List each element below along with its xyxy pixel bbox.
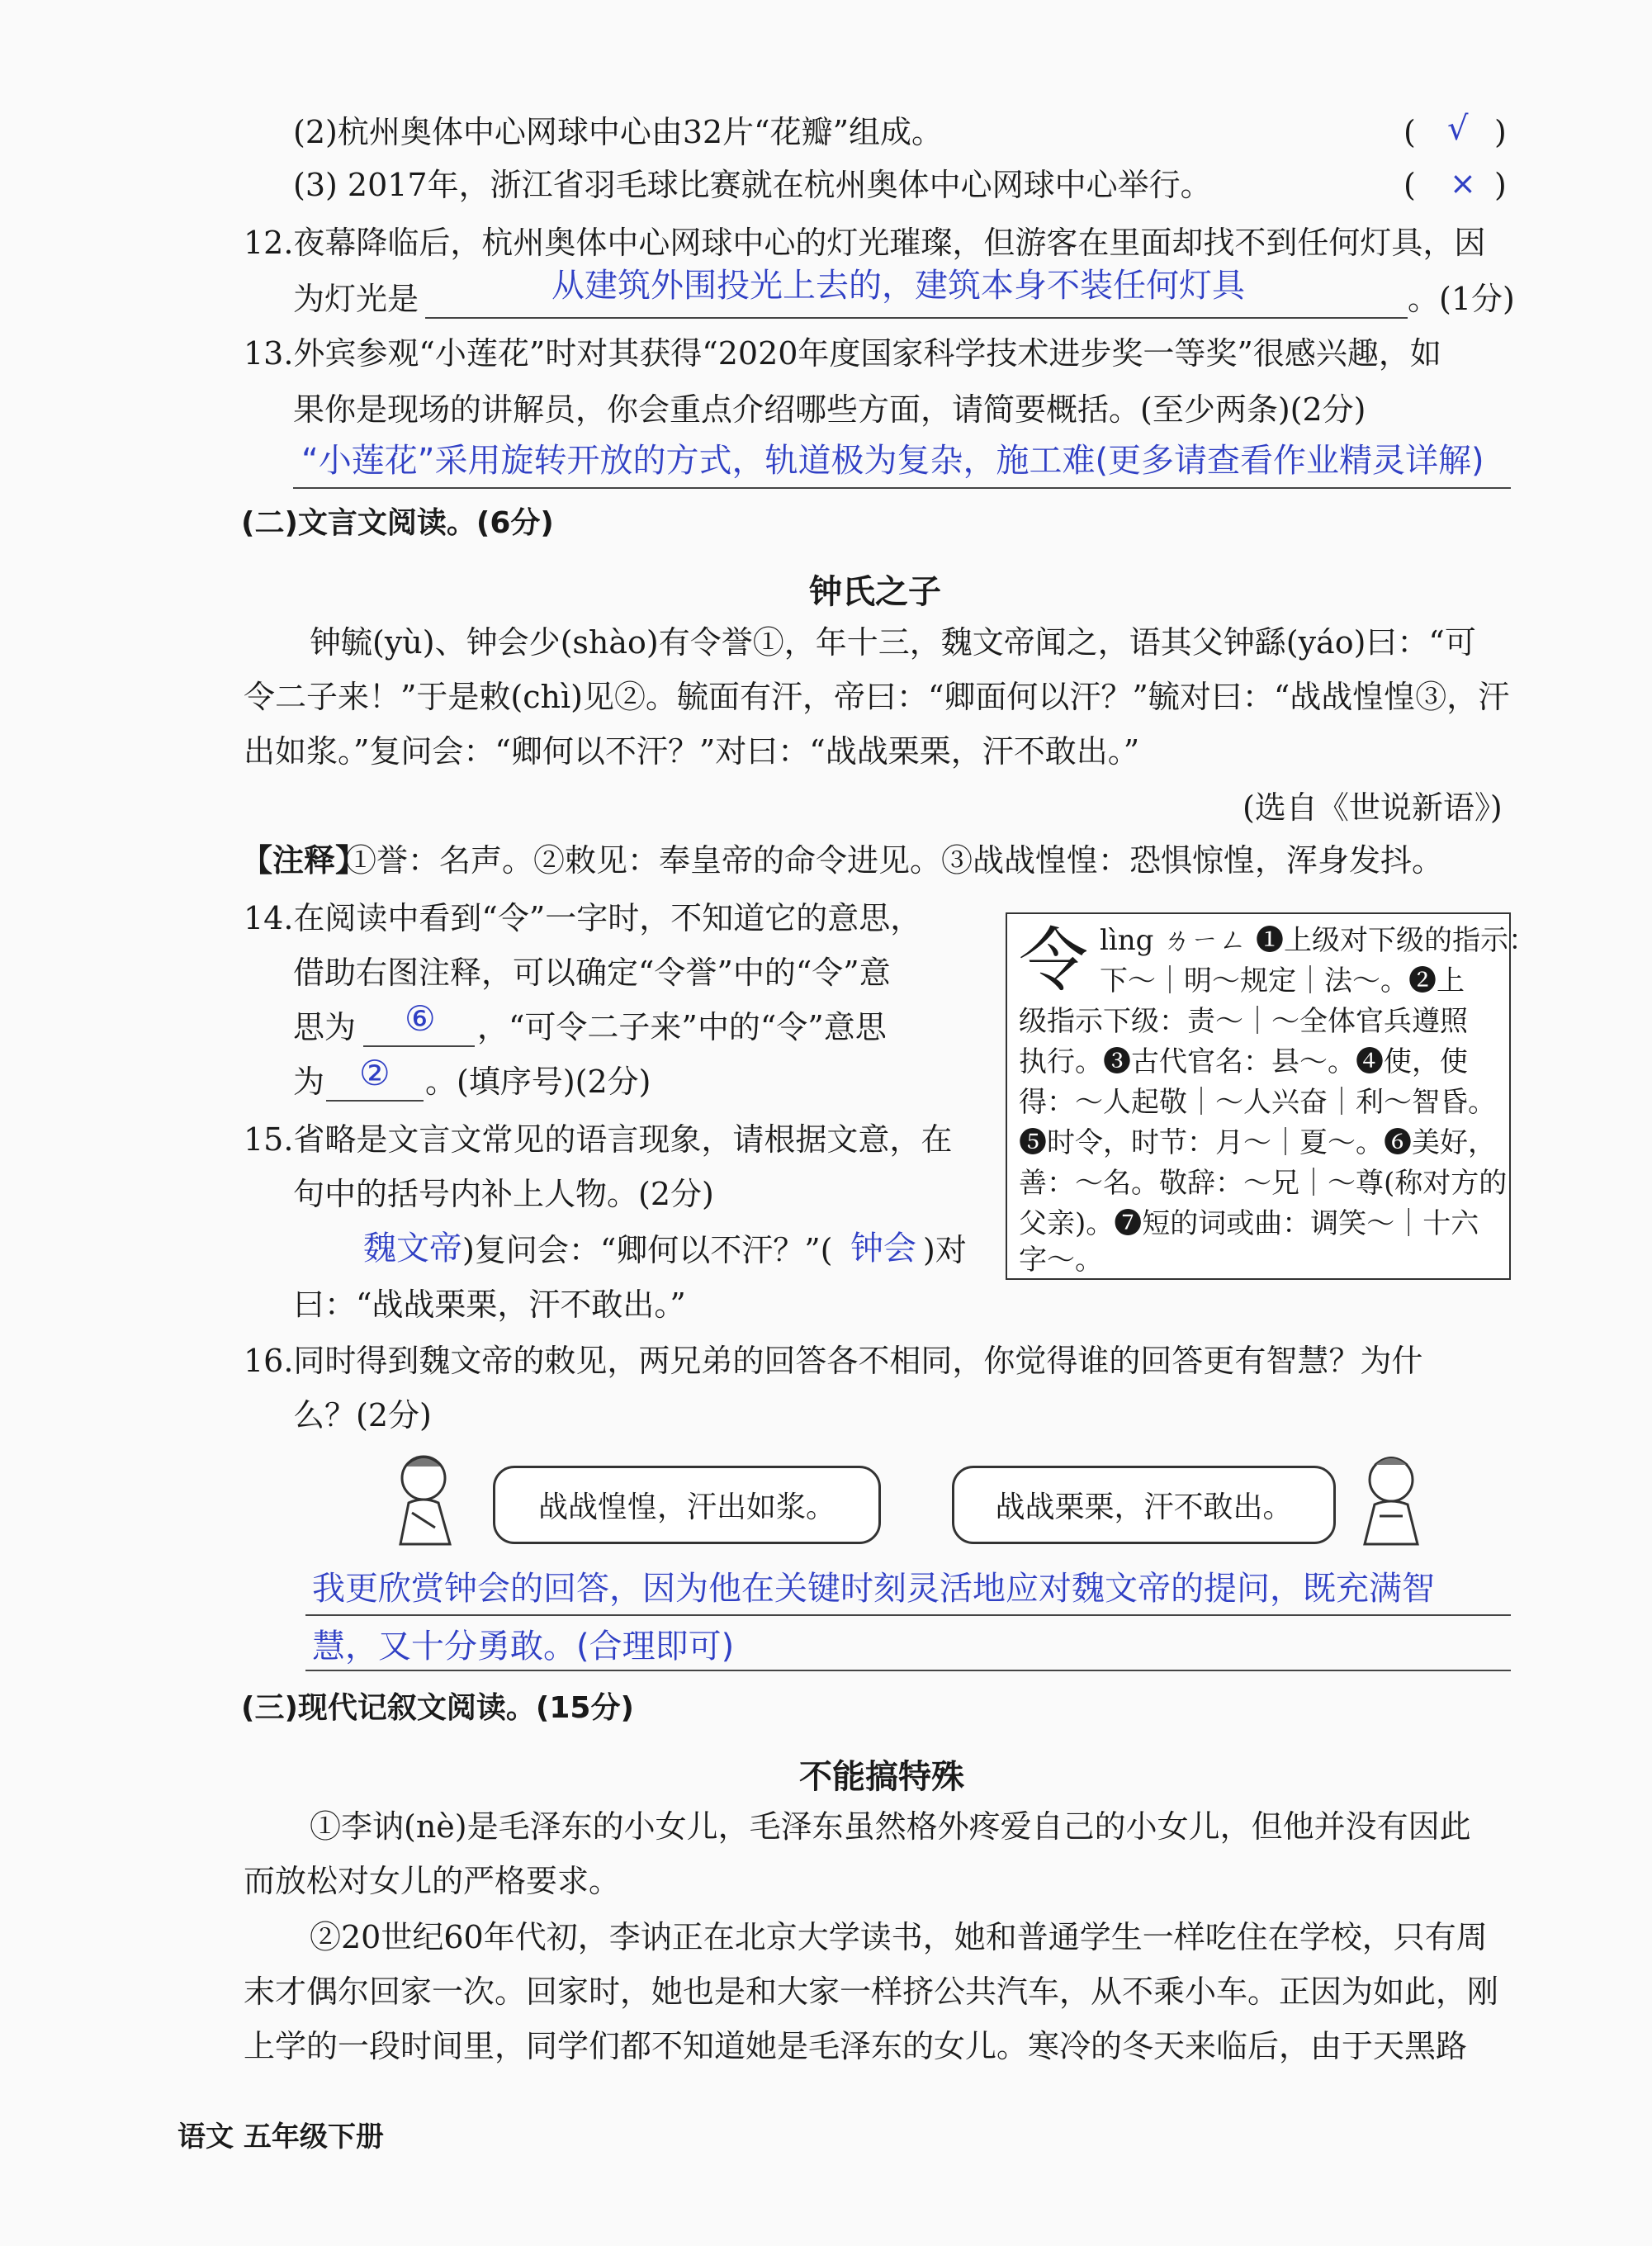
dict-line-9: 字～。 <box>1019 1244 1103 1277</box>
passage-2-line4: 末才偶尔回家一次。回家时，她也是和大家一样挤公共汽车，从不乘小车。正因为如此，刚 <box>244 1974 1499 2010</box>
q13-answer: “小莲花”采用旋转开放的方式，轨道极为复杂，施工难(更多请查看作业精灵详解) <box>301 442 1484 480</box>
section-3-heading: (三)现代记叙文阅读。(15分) <box>241 1691 634 1725</box>
note-label: 【注释】 <box>241 842 367 879</box>
q11-2-paren-close: ) <box>1494 114 1507 150</box>
q15-line1: 15.省略是文言文常见的语言现象，请根据文意，在 <box>244 1121 953 1158</box>
dict-line-5: 得：～人起敬｜～人兴奋｜利～智昏。 <box>1019 1086 1496 1119</box>
passage-2-title: 不能搞特殊 <box>799 1758 964 1796</box>
passage-1-line1: 钟毓(yù)、钟会少(shào)有令誉①，年十三，魏文帝闻之，语其父钟繇(yáo)曰：“可 <box>310 624 1476 661</box>
q12-answer-line <box>425 317 1408 319</box>
dict-line-7: 善：～名。敬辞：～兄｜～尊(称对方的 <box>1019 1167 1508 1200</box>
dict-line-4: 执行。❸古代官名：县～。❹使，使 <box>1019 1045 1468 1078</box>
q16-line2: 么？(2分) <box>293 1397 432 1433</box>
passage-1-title: 钟氏之子 <box>809 573 941 611</box>
q14-line2: 借助右图注释，可以确定“令誉”中的“令”意 <box>293 955 891 991</box>
q11-2: (2)杭州奥体中心网球中心由32片“花瓣”组成。 <box>293 114 944 150</box>
q12-score: 。(1分) <box>1408 281 1515 317</box>
passage-1-line3: 出如浆。”复问会：“卿何以不汗？”对曰：“战战栗栗，汗不敢出。” <box>244 733 1140 770</box>
passage-1-source: (选自《世说新语》) <box>1243 789 1503 826</box>
q13-line1: 13.外宾参观“小莲花”时对其获得“2020年度国家科学技术进步奖一等奖”很感兴趣，如 <box>244 335 1441 372</box>
q14-blank1-line <box>363 1045 475 1047</box>
q13-answer-line <box>293 487 1511 489</box>
q14-blank2-line <box>326 1100 424 1102</box>
q15-answer-1: 魏文帝 <box>363 1230 462 1268</box>
passage-2-line3: ②20世纪60年代初，李讷正在北京大学读书，她和普通学生一样吃住在学校，只有周 <box>310 1919 1488 1955</box>
zhong-yu-figure-illustration <box>376 1445 475 1552</box>
note-text: ①誉：名声。②敕见：奉皇帝的命令进见。③战战惶惶：恐惧惊惶，浑身发抖。 <box>345 842 1444 879</box>
speech-bubble-1-text: 战战惶惶，汗出如浆。 <box>537 1490 835 1524</box>
q16-answer-line-1 <box>305 1614 1511 1616</box>
speech-bubble-1 <box>493 1466 881 1544</box>
q11-2-mark: √ <box>1447 110 1469 148</box>
passage-2-line2: 而放松对女儿的严格要求。 <box>244 1863 621 1899</box>
dict-line-6: ❺时令，时节：月～｜夏～。❻美好， <box>1019 1126 1496 1159</box>
q11-3: (3) 2017年，浙江省羽毛球比赛就在杭州奥体中心网球中心举行。 <box>293 167 1212 203</box>
q12-line1: 12.夜幕降临后，杭州奥体中心网球中心的灯光璀璨，但游客在里面却找不到任何灯具，因 <box>244 225 1486 261</box>
q11-2-paren-open: ( <box>1403 114 1416 150</box>
q15-line3-mid: )复问会：“卿何以不汗？”( <box>462 1232 833 1268</box>
q14-line4-post: 。(填序号)(2分) <box>425 1064 651 1100</box>
q16-answer-line1: 我更欣赏钟会的回答，因为他在关键时刻灵活地应对魏文帝的提问，既充满智 <box>312 1570 1435 1608</box>
q14-answer-2: ② <box>359 1053 391 1093</box>
passage-1-line2: 令二子来！”于是敕(chì)见②。毓面有汗，帝曰：“卿面何以汗？”毓对曰：“战战惶惶③，汗 <box>244 679 1510 715</box>
q15-answer-2: 钟会 <box>850 1230 916 1268</box>
q14-answer-1: ⑥ <box>405 998 436 1039</box>
q14-line3-pre: 思为 <box>293 1009 357 1045</box>
dict-headword: 令 <box>1019 920 1089 1001</box>
speech-bubble-2-text: 战战栗栗，汗不敢出。 <box>995 1490 1293 1524</box>
section-2-heading: (二)文言文阅读。(6分) <box>241 506 554 540</box>
dictionary-entry-box <box>1006 912 1537 1280</box>
q11-3-paren-open: ( <box>1403 167 1416 203</box>
dict-line-1: lìng ㄌㄧㄥ ❶上级对下级的指示： <box>1100 924 1537 957</box>
q15-line4: 曰：“战战栗栗，汗不敢出。” <box>293 1286 686 1323</box>
passage-2-line1: ①李讷(nè)是毛泽东的小女儿，毛泽东虽然格外疼爱自己的小女儿，但他并没有因此 <box>310 1808 1471 1845</box>
q15-line2: 句中的括号内补上人物。(2分) <box>293 1176 714 1212</box>
q12-answer: 从建筑外围投光上去的，建筑本身不装任何灯具 <box>551 267 1245 305</box>
q14-line3-post: ，“可令二子来”中的“令”意思 <box>477 1009 887 1045</box>
page-footer: 语文 五年级下册 <box>178 2120 384 2154</box>
zhong-hui-figure-illustration <box>1342 1445 1441 1552</box>
q11-3-paren-close: ) <box>1494 167 1507 203</box>
q12-line2-pre: 为灯光是 <box>293 281 419 317</box>
speech-bubble-2 <box>952 1466 1336 1544</box>
q15-line3-post: )对 <box>923 1232 967 1268</box>
passage-2-line5: 上学的一段时间里，同学们都不知道她是毛泽东的女儿。寒冷的冬天来临后，由于天黑路 <box>244 2028 1468 2064</box>
q14-line4-pre: 为 <box>293 1064 325 1100</box>
q14-line1: 14.在阅读中看到“令”一字时，不知道它的意思， <box>244 900 922 936</box>
q16-answer-line2: 慧，又十分勇敢。(合理即可) <box>312 1628 735 1666</box>
q11-3-mark: × <box>1450 165 1476 201</box>
q16-line1: 16.同时得到魏文帝的敕见，两兄弟的回答各不相同，你觉得谁的回答更有智慧？为什 <box>244 1343 1423 1379</box>
dict-line-3: 级指示下级：责～｜～全体官兵遵照 <box>1019 1005 1468 1038</box>
q16-answer-line-2 <box>305 1670 1511 1671</box>
q13-line2: 果你是现场的讲解员，你会重点介绍哪些方面，请简要概括。(至少两条)(2分) <box>293 391 1366 428</box>
dict-line-2: 下～｜明～规定｜法～。❷上 <box>1100 964 1465 997</box>
dict-line-8: 父亲)。❼短的词或曲：调笑～｜十六 <box>1019 1207 1479 1240</box>
